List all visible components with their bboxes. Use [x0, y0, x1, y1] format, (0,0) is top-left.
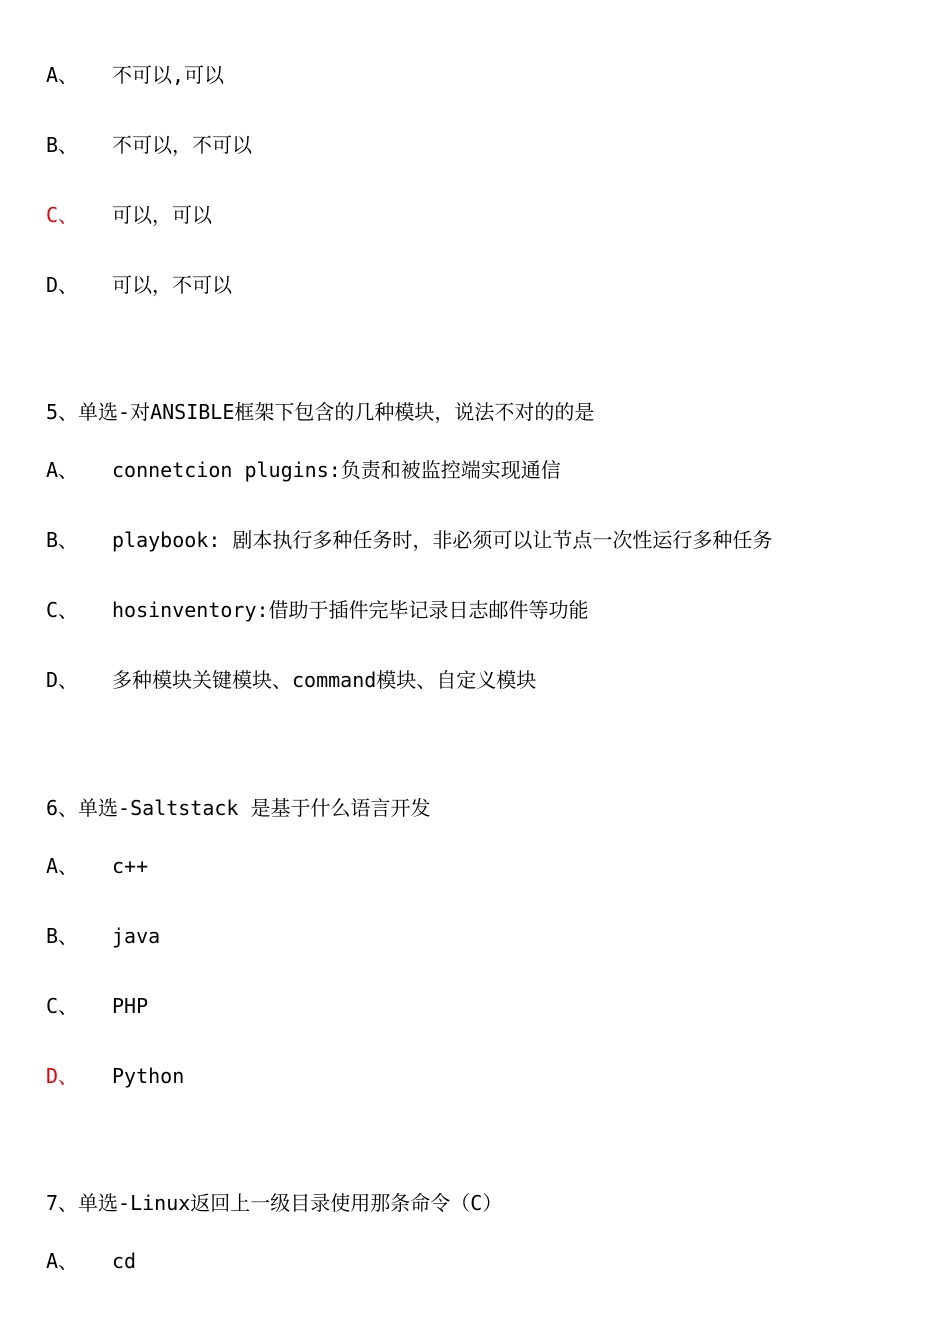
option-letter: C、 [46, 994, 79, 1018]
option-row [46, 132, 252, 158]
question-6-title: 6、单选-Saltstack 是基于什么语言开发 [46, 796, 431, 820]
option-letter-correct: D、 [46, 1064, 79, 1088]
question-title [46, 1190, 502, 1216]
option-row [46, 993, 148, 1019]
question-7-title: 7、单选-Linux返回上一级目录使用那条命令（C） [46, 1191, 503, 1215]
option-text: 可以，不可以 [112, 273, 232, 297]
option-letter: B、 [46, 924, 79, 948]
option-row [46, 923, 160, 949]
option-letter: D、 [46, 273, 79, 297]
option-letter: A、 [46, 458, 79, 482]
option-text: Python [112, 1064, 185, 1088]
option-row [46, 527, 772, 553]
option-letter: C、 [46, 598, 79, 622]
option-row [46, 272, 232, 298]
option-row [46, 62, 224, 88]
option-text: PHP [112, 994, 149, 1018]
option-text: c++ [112, 854, 149, 878]
option-text: cd [112, 1249, 137, 1273]
option-row [46, 1063, 184, 1089]
option-letter: B、 [46, 528, 79, 552]
option-text: 不可以，不可以 [112, 133, 252, 157]
option-letter-correct: C、 [46, 203, 79, 227]
option-text: 可以，可以 [112, 203, 212, 227]
option-row [46, 1248, 136, 1274]
option-letter: D、 [46, 668, 79, 692]
option-row [46, 457, 561, 483]
option-row [46, 853, 148, 879]
option-row [46, 597, 589, 623]
question-5-title: 5、单选-对ANSIBLE框架下包含的几种模块，说法不对的的是 [46, 400, 595, 424]
option-text: hosinventory:借助于插件完毕记录日志邮件等功能 [112, 598, 589, 622]
option-letter: B、 [46, 133, 79, 157]
option-letter: A、 [46, 1249, 79, 1273]
question-title [46, 795, 431, 821]
option-letter: A、 [46, 854, 79, 878]
option-text: 不可以,可以 [112, 63, 225, 87]
option-row [46, 667, 536, 693]
option-text: connetcion plugins:负责和被监控端实现通信 [112, 458, 561, 482]
option-row [46, 202, 212, 228]
option-text: playbook: 剧本执行多种任务时，非必须可以让节点一次性运行多种任务 [112, 528, 773, 552]
option-letter: A、 [46, 63, 79, 87]
option-text: 多种模块关键模块、command模块、自定义模块 [112, 668, 537, 692]
question-title [46, 399, 594, 425]
option-text: java [112, 924, 161, 948]
